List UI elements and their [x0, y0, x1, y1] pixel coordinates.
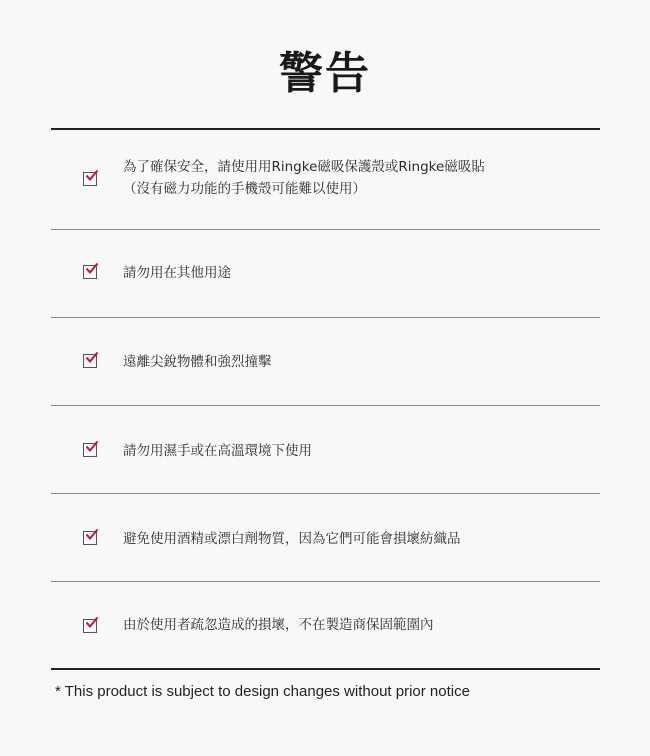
warning-item	[51, 318, 600, 405]
warning-text-line: 由於使用者疏忽造成的損壞，不在製造商保固範圍內	[123, 617, 434, 633]
checkbox-icon	[83, 172, 97, 186]
warning-text-line: 請勿用濕手或在高溫環境下使用	[123, 443, 312, 459]
warning-title: 警告	[279, 48, 371, 99]
warning-text-line: 遠離尖銳物體和強烈撞擊	[123, 354, 272, 370]
checkbox-icon	[83, 354, 97, 368]
checkbox-icon	[83, 265, 97, 279]
warning-item	[51, 494, 600, 581]
warning-text-line: （沒有磁力功能的手機殼可能難以使用）	[123, 181, 366, 197]
footnote: * This product is subject to design changes without prior notice	[55, 683, 470, 700]
warning-item	[51, 230, 600, 317]
warning-item	[51, 130, 600, 229]
checkbox-icon	[83, 443, 97, 457]
checkbox-icon	[83, 619, 97, 633]
checkbox-icon	[83, 531, 97, 545]
warning-item	[51, 582, 600, 668]
warning-text-line: 避免使用酒精或漂白劑物質，因為它們可能會損壞紡織品	[123, 531, 461, 547]
bottom-rule	[51, 668, 600, 670]
warning-item	[51, 406, 600, 493]
warning-text-line: 為了確保安全，請使用用Ringke磁吸保護殼或Ringke磁吸貼	[123, 159, 485, 175]
warning-text-line: 請勿用在其他用途	[123, 265, 231, 281]
